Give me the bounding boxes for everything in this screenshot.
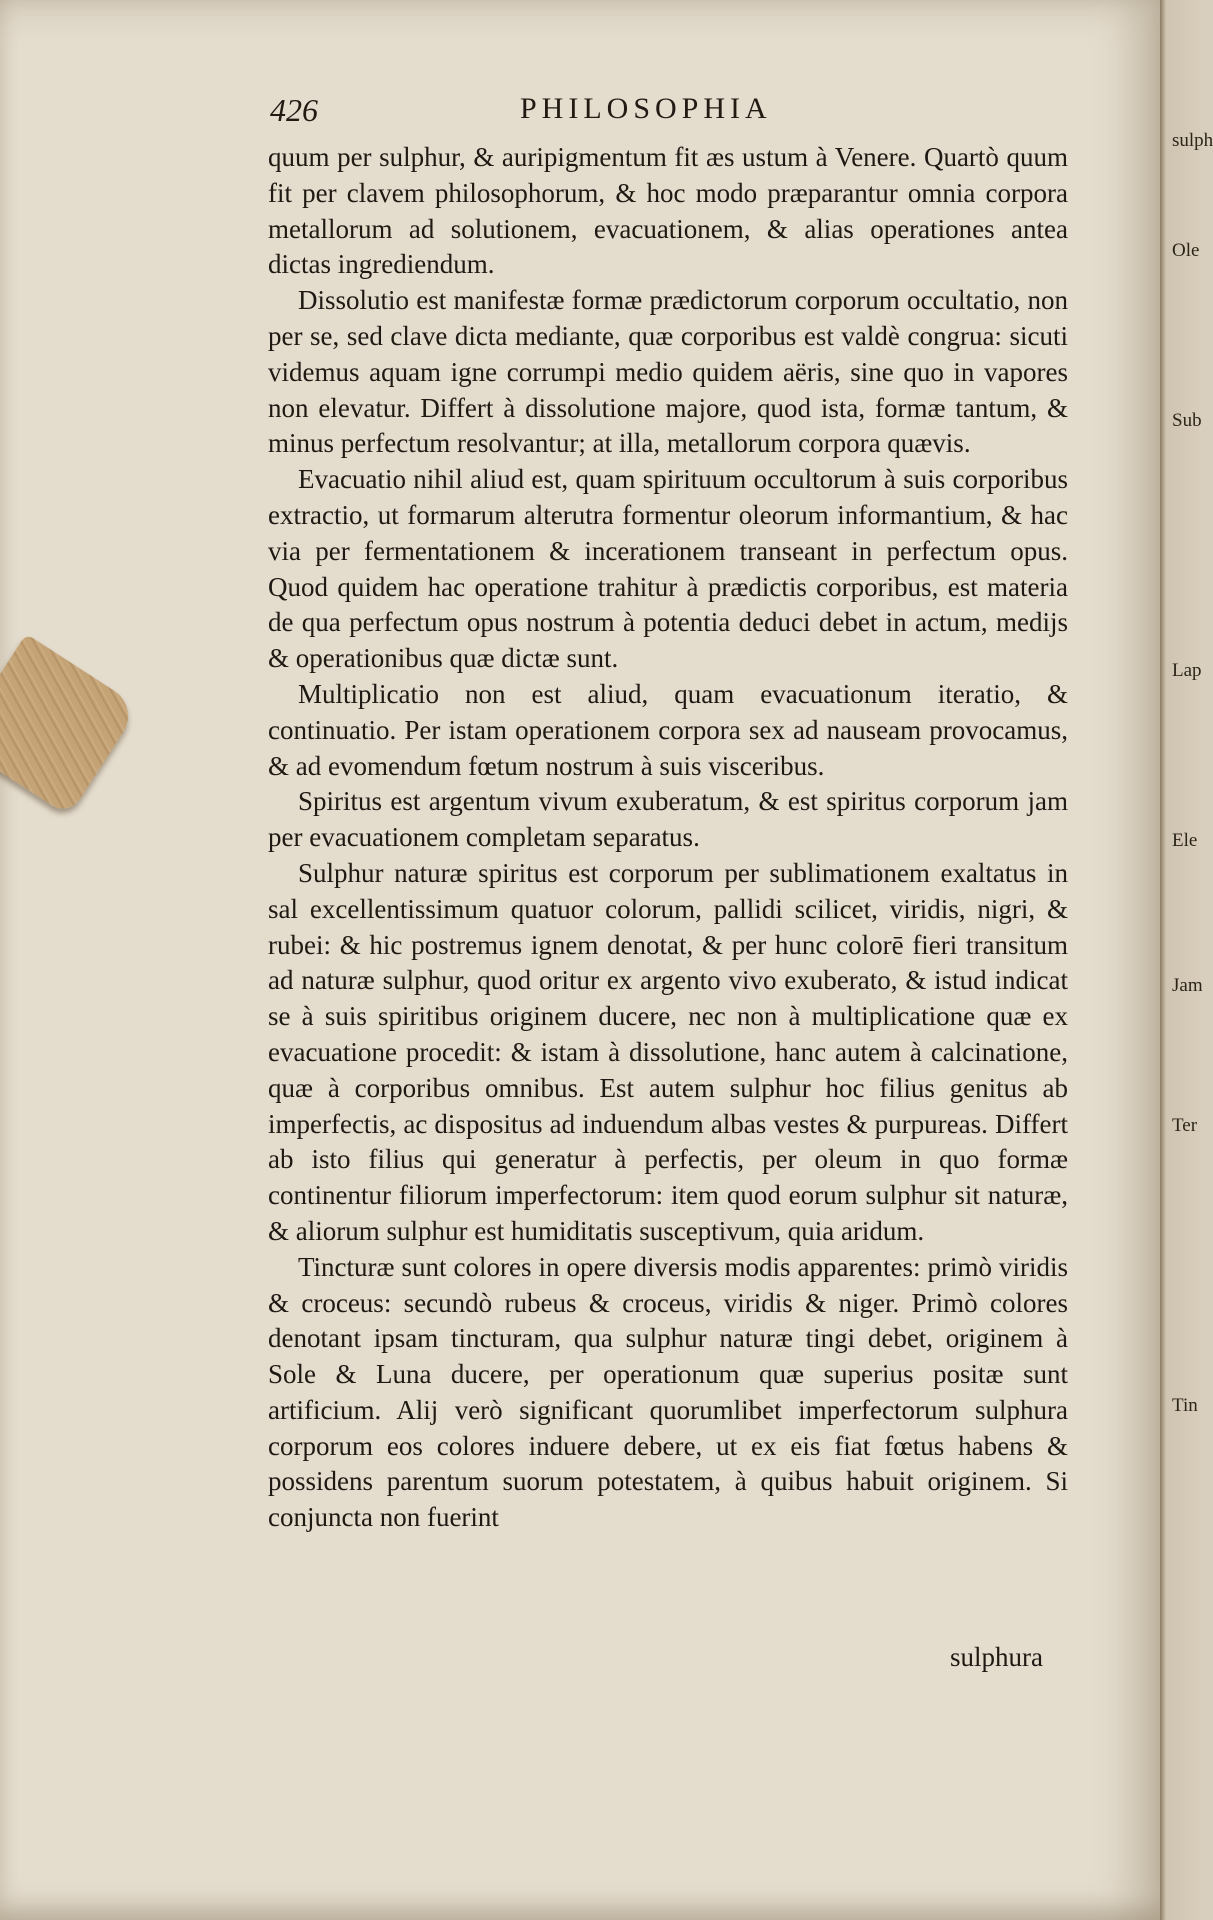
facing-page-fragment: Jam — [1172, 975, 1203, 996]
paragraph: Tincturæ sunt colores in opere diversis modis apparentes: primò viridis & croceus: secundò rubeus & croceus, viridis & niger. Primò colores denotant ipsam tincturam, qua sulphur naturæ tingi debet, originem à Sole & Luna ducere, per operationum quæ superius positæ sunt artificium. Alij verò significant quorumlibet imperfectorum sulphura corporum eos colores induere debere, ut ex eis fiat fœtus habens & possidens parentum suorum potestatem, à quibus habuit originem. Si conjuncta non fuerint — [268, 1251, 1068, 1533]
paragraph: quum per sulphur, & auripigmentum fit æs ustum à Venere. Quartò quum fit per clavem philosophorum, & hoc modo præparantur omnia corpora metallorum ad solutionem, evacuationem, & alias operationes antea dictas ingrediendum. — [268, 142, 1068, 280]
page-number: 426 — [270, 92, 318, 128]
facing-page-fragment: Ele — [1172, 830, 1198, 851]
paragraph: Sulphur naturæ spiritus est corporum per sublimationem exaltatus in sal excellentissimum quatuor colorum, pallidi scilicet, viridis, nigri, & rubei: & hic postremus ignem denotat, & per hunc colorē fieri transitum ad naturæ sulphur, quod oritur ex argento vivo exuberato, & istud indicat se à suis spiritibus originem ducere, nec non à multiplicatione quæ ex evacuatione procedit: & istam à dissolutione, hanc autem à calcinatione, quæ à corporibus omnibus. Est autem sulphur hoc filius genitus ab imperfectis, ac dispositus ad induendum albas vestes & purpureas. Differt ab isto filius qui generatur à perfectis, per oleum in quo formæ continentur filiorum imperfectorum: item quod eorum sulphur sit naturæ, & aliorum sulphur est humiditatis susceptivum, quia aridum. — [268, 857, 1068, 1246]
paragraph: Evacuatio nihil aliud est, quam spirituum occultorum à suis corporibus extractio, ut formarum alterutra formentur oleorum informantium, & hac via per fermentationem & incerationem transeant in perfectum opus. Quod quidem hac operatione trahitur à prædictis corporibus, est materia de qua perfectum opus nostrum à potentia deduci debet in actum, medijs & operationibus quæ dictæ sunt. — [268, 464, 1068, 674]
page-header — [270, 92, 1070, 136]
body-text — [268, 140, 1068, 1536]
facing-page-fragment: Tin — [1172, 1395, 1198, 1416]
paragraph: Multiplicatio non est aliud, quam evacuationum iteratio, & continuatio. Per istam operationem corpora sex ad nauseam provocamus, & ad evomendum fœtum nostrum à suis visceribus. — [268, 678, 1068, 781]
facing-page-fragment: Ole — [1172, 240, 1200, 261]
facing-page-fragment: Ter — [1172, 1115, 1198, 1136]
facing-page-edge — [1160, 0, 1200, 1920]
paragraph: Dissolutio est manifestæ formæ prædictorum corporum occultatio, non per se, sed clave dicta mediante, quæ corporibus est valdè congrua: sicuti videmus aquam igne corrumpi medio quidem aëris, sine quo in vapores non elevatur. Differt à dissolutione majore, quod ista, formæ tantum, & minus perfectum resolvantur; at illa, metallorum corpora quævis. — [268, 285, 1068, 459]
facing-page-fragment: sulph — [1172, 130, 1213, 151]
facing-page-fragment: Lap — [1172, 660, 1202, 681]
running-title: PHILOSOPHIA — [520, 92, 772, 125]
facing-page-fragment: Sub — [1172, 410, 1202, 431]
catchword: sulphura — [950, 1642, 1043, 1672]
paragraph: Spiritus est argentum vivum exuberatum, & est spiritus corporum jam per evacuationem completam separatus. — [268, 786, 1068, 853]
